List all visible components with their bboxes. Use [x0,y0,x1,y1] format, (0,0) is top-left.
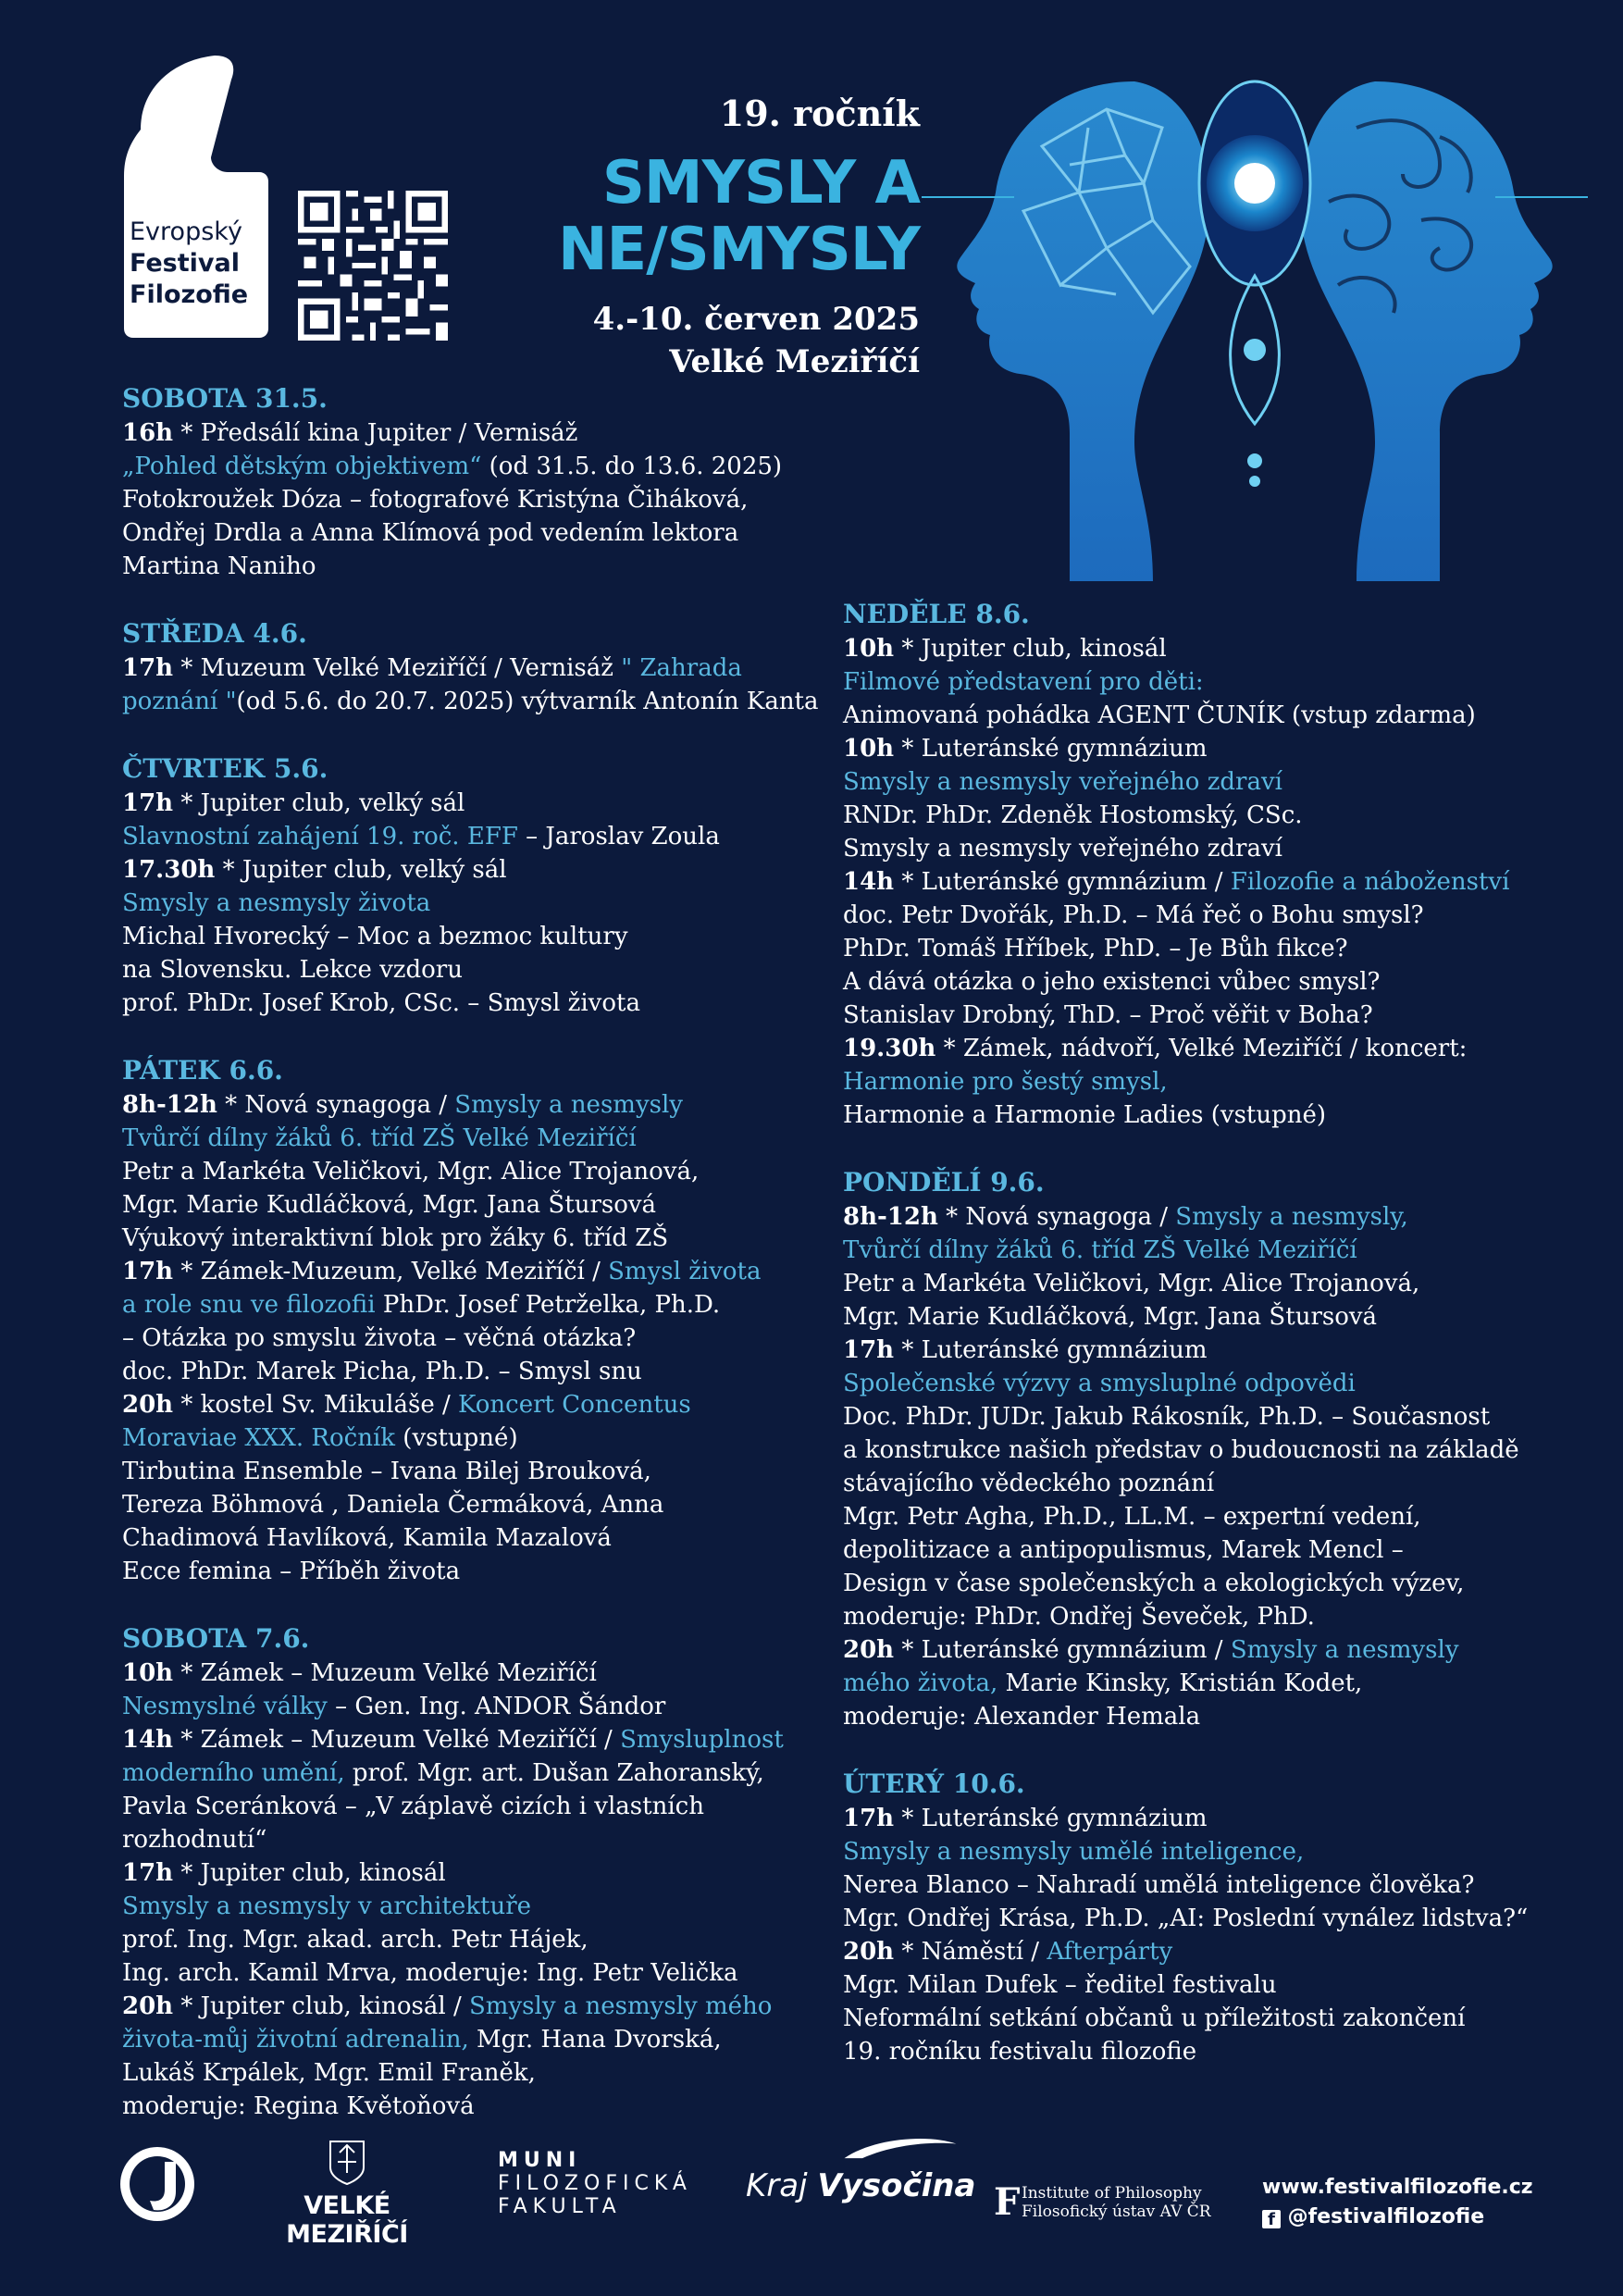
event-text: Mgr. Petr Agha, Ph.D., LL.M. – expertní vedení, [843,1503,1421,1531]
program-line [122,2090,825,2123]
program-line [122,516,825,550]
program-line [843,799,1546,832]
program-line [843,1600,1546,1633]
program-line [843,665,1546,699]
program-line [843,1234,1546,1267]
event-time: 17h [122,789,174,817]
program-line [122,1956,825,1990]
event-text: Michal Hvorecký – Moc a bezmoc kultury [122,923,628,950]
event-time: 8h-12h [843,1203,938,1231]
event-title: a role snu ve filozofii [122,1291,376,1319]
program-line [122,1690,825,1723]
event-text: * Zámek – Muzeum Velké Meziříčí / [173,1726,621,1754]
program-line [843,1902,1546,1935]
program-line [843,1433,1546,1467]
muni-ff-logo[interactable] [498,2149,692,2218]
ic-line-2: Filosofický ústav AV ČR [1022,2203,1211,2221]
event-text: A dává otázka o jeho existenci vůbec smysl? [843,968,1381,996]
program-line [843,1500,1546,1533]
event-text: rozhodnutí“ [122,1826,267,1854]
program-line [843,632,1546,665]
program-line [843,1098,1546,1132]
event-time: 10h [843,635,895,663]
program-line [122,920,825,953]
title-line-1: SMYSLY A [601,149,920,217]
edition-label: 19. ročník [719,93,920,134]
event-text: Tirbutina Ensemble – Ivana Bilej Brouková, [122,1458,651,1485]
program-line [122,1657,825,1690]
event-text: Mgr. Milan Dufek – ředitel festivalu [843,1971,1277,1999]
day-title: ČTVRTEK 5.6. [122,753,328,784]
event-time: 20h [843,1636,895,1664]
event-time: 17h [843,1336,895,1364]
event-text: * Zámek – Muzeum Velké Meziříčí [173,1659,597,1687]
day-block [843,1165,1546,1733]
program-line [122,1488,825,1521]
flu-f-icon: F [994,2180,1021,2224]
program-line [122,1322,825,1355]
title-line-2: NE/SMYSLY [557,216,920,284]
event-title: Smysluplnost [620,1726,784,1754]
event-title: Moraviae XXX. Ročník [122,1424,396,1452]
muni-line-1: MUNI [498,2149,582,2172]
event-title: Smysly a nesmysly života [122,889,431,917]
program-line [122,1421,825,1455]
event-text: * Muzeum Velké Meziříčí / Vernisáž [173,654,613,682]
event-title: života-můj životní adrenalin, [122,2026,469,2054]
event-text: Ondřej Drdla a Anna Klímová pod vedením lektora [122,519,739,547]
dates-text: 4.-10. červen 2025 [592,301,920,338]
program-line [843,899,1546,932]
event-text: Neformální setkání občanů u příležitosti zakončení [843,2004,1466,2032]
program-line [843,1065,1546,1098]
day-block [122,1053,825,1588]
day-title: STŘEDA 4.6. [122,618,307,649]
event-text: Fotokroužek Dóza – fotografové Kristýna Čiháková, [122,486,749,514]
event-text: Mgr. Marie Kudláčková, Mgr. Jana Štursová [122,1191,657,1219]
event-time: 17h [122,1258,174,1285]
program-line [843,1467,1546,1500]
velke-mezirici-name: VELKÉ MEZIŘÍČÍ [286,2191,408,2249]
program-line [122,1890,825,1923]
program-line [122,1823,825,1856]
event-title: „Pohled dětským objektivem“ [122,453,482,480]
event-text: * Luteránské gymnázium [894,735,1208,763]
event-text: – Otázka po smyslu života – věčná otázka? [122,1324,637,1352]
event-text: Harmonie a Harmonie Ladies (vstupné) [843,1101,1327,1129]
event-text: moderuje: Regina Květoňová [122,2092,475,2120]
event-title: Smysly a nesmysly veřejného zdraví [843,768,1282,796]
program-line [122,483,825,516]
day-title: SOBOTA 7.6. [122,1623,310,1654]
event-text: Marie Kinsky, Kristián Kodet, [997,1669,1363,1697]
program-line [843,765,1546,799]
day-block [843,597,1546,1132]
velke-mezirici-logo[interactable] [259,2140,435,2249]
event-title: Tvůrčí dílny žáků 6. tříd ZŠ Velké Meziříčí [843,1236,1357,1264]
web-contacts [1262,2173,1533,2232]
place-text: Velké Meziříčí [669,343,920,380]
program-line [122,987,825,1020]
event-text: * Luteránské gymnázium / [894,868,1231,896]
event-title: mého života, [843,1669,998,1697]
program-line [122,1790,825,1823]
festival-title [558,150,920,283]
program-line [843,699,1546,732]
event-text: – Gen. Ing. ANDOR Šándor [327,1693,666,1720]
program-line [843,999,1546,1032]
event-text: Martina Naniho [122,552,316,580]
day-title: SOBOTA 31.5. [122,383,328,414]
program-line [843,832,1546,865]
brain-faces-illustration [922,72,1588,590]
day-title: PONDĚLÍ 9.6. [843,1167,1045,1198]
program-line [122,787,825,820]
program-line [122,2056,825,2090]
event-text: Pavla Sceránková – „V záplavě cizích i vlastních [122,1793,704,1820]
event-text: Design v čase společenských a ekologických výzev, [843,1570,1465,1597]
program-line [122,820,825,853]
event-title: Smysl života [608,1258,762,1285]
event-text: * Jupiter club, velký sál [215,856,507,884]
event-text: – Jaroslav Zoula [517,823,720,850]
logo-line-3: Filozofie [130,280,249,309]
program-line [843,1835,1546,1868]
event-title: Tvůrčí dílny žáků 6. tříd ZŠ Velké Meziříčí [122,1124,637,1152]
program-line [122,1455,825,1488]
swoosh-icon [838,2134,959,2166]
facebook-handle: @festivalfilozofie [1287,2205,1485,2228]
event-text: moderuje: Alexander Hemala [843,1703,1201,1731]
program-line [843,1935,1546,1968]
event-text: Lukáš Krpálek, Mgr. Emil Franěk, [122,2059,536,2087]
event-title: Filmové představení pro děti: [843,668,1204,696]
event-text: stávajícího vědeckého poznání [843,1470,1215,1497]
event-title: Smysly a nesmysly, [1175,1203,1408,1231]
program-line [843,932,1546,965]
program-line [122,416,825,450]
event-text: Ing. arch. Kamil Mrva, moderuje: Ing. Petr Velička [122,1959,738,1987]
program-line [843,1267,1546,1300]
event-text: Mgr. Ondřej Krása, Ph.D. „AI: Poslední vynález lidstva?“ [843,1905,1529,1932]
program-line [122,1521,825,1555]
event-title: Smysly a nesmysly v architektuře [122,1893,532,1920]
event-text: Petr a Markéta Veličkovi, Mgr. Alice Trojanová, [843,1270,1420,1297]
event-text: prof. Ing. Mgr. akad. arch. Petr Hájek, [122,1926,588,1954]
program-line [843,1334,1546,1367]
event-text: Mgr. Hana Dvorská, [468,2026,722,2054]
event-title: Slavnostní zahájení 19. roč. EFF [122,823,518,850]
event-title: Nesmyslné války [122,1693,328,1720]
event-text: a konstrukce našich představ o budoucnosti na základě [843,1436,1519,1464]
event-time: 14h [122,1726,174,1754]
event-text: Stanislav Drobný, ThD. – Proč věřit v Boha? [843,1001,1373,1029]
program-line [122,1122,825,1155]
day-title: ÚTERÝ 10.6. [843,1769,1025,1799]
muni-line-3: FAKULTA [498,2195,622,2218]
event-text: * Zámek, nádvoří, Velké Meziříčí / koncert: [935,1035,1468,1062]
day-block [122,751,825,1020]
facebook-icon: f [1262,2210,1281,2228]
program-line [843,1868,1546,1902]
event-text: * Nová synagoga / [217,1091,455,1119]
event-time: 20h [122,1391,174,1419]
event-text: Doc. PhDr. JUDr. Jakub Rákosník, Ph.D. – Současnost [843,1403,1491,1431]
event-time: 17.30h [122,856,216,884]
event-time: 19.30h [843,1035,936,1062]
muni-line-2: FILOZOFICKÁ [498,2172,692,2195]
program-line [843,1633,1546,1667]
program-line [122,887,825,920]
event-title: poznání " [122,688,237,715]
program-line [843,2035,1546,2068]
event-title: Smysly a nesmysly [454,1091,683,1119]
program-line [122,1723,825,1756]
event-time: 20h [843,1938,895,1966]
kraj-vysocina-logo[interactable] [746,2167,975,2204]
qr-code[interactable] [298,191,448,341]
program-line [843,1533,1546,1567]
day-block [122,1621,825,2123]
day-block [122,381,825,583]
program-line [122,1923,825,1956]
program-line [843,1802,1546,1835]
program-line [122,1355,825,1388]
event-text: Animovaná pohádka AGENT ČUNÍK (vstup zdarma) [843,701,1476,729]
event-time: 10h [843,735,895,763]
program-line [843,1700,1546,1733]
event-text: moderuje: PhDr. Ondřej Ševeček, PhD. [843,1603,1315,1631]
event-text: prof. PhDr. Josef Krob, CSc. – Smysl života [122,989,640,1017]
program-line [122,550,825,583]
event-title: Koncert Concentus [458,1391,691,1419]
program-line [843,1367,1546,1400]
event-title: " Zahrada [613,654,742,682]
program-line [843,965,1546,999]
institute-philosophy-logo[interactable] [994,2180,1211,2224]
event-text: * Luteránské gymnázium [894,1805,1208,1832]
day-title: NEDĚLE 8.6. [843,599,1030,629]
town-crest-icon [328,2140,365,2186]
event-time: 10h [122,1659,174,1687]
day-block [843,1767,1546,2068]
program-line [122,450,825,483]
event-text: Smysly a nesmysly veřejného zdraví [843,835,1282,863]
event-time: 17h [122,654,174,682]
program-line [843,1968,1546,2002]
program-line [122,1088,825,1122]
event-title: Společenské výzvy a smysluplné odpovědi [843,1370,1356,1397]
event-text: * Luteránské gymnázium [894,1336,1208,1364]
program-line [122,1856,825,1890]
program-line [122,953,825,987]
event-text: Nerea Blanco – Nahradí umělá inteligence člověka? [843,1871,1475,1899]
program-line [843,1300,1546,1334]
event-text: Chadimová Havlíková, Kamila Mazalová [122,1524,612,1552]
program-left-column [122,381,825,2156]
program-line [122,2023,825,2056]
event-time: 16h [122,419,174,447]
logo-line-1: Evropský [130,217,242,246]
program-line [122,1555,825,1588]
program-line [843,1400,1546,1433]
program-line [843,1032,1546,1065]
event-text: * Jupiter club, velký sál [173,789,465,817]
program-line [122,853,825,887]
event-time: 17h [122,1859,174,1887]
footer-logos [0,2128,1623,2249]
event-time: 20h [122,1992,174,2020]
vysocina-text: Vysočina [817,2167,976,2204]
program-line [843,2002,1546,2035]
event-text: PhDr. Tomáš Hříbek, PhD. – Je Bůh fikce? [843,935,1348,962]
event-text: Ecce femina – Příběh života [122,1558,461,1585]
event-text: (od 31.5. do 13.6. 2025) [481,453,783,480]
event-time: 14h [843,868,895,896]
event-text: (vstupné) [395,1424,518,1452]
event-text: na Slovensku. Lekce vzdoru [122,956,463,984]
event-title: Smysly a nesmysly mého [469,1992,773,2020]
event-text: RNDr. PhDr. Zdeněk Hostomský, CSc. [843,801,1303,829]
event-text: 19. ročníku festivalu filozofie [843,2038,1197,2066]
event-text: * Nová synagoga / [937,1203,1176,1231]
website-link[interactable]: www.festivalfilozofie.cz [1262,2176,1533,2199]
event-title: Filozofie a náboženství [1230,868,1510,896]
program-line [122,1388,825,1421]
program-line [122,652,825,685]
festival-logo-text [130,217,268,311]
ic-line-1: Institute of Philosophy [1022,2184,1202,2203]
event-text: Tereza Böhmová , Daniela Čermáková, Anna [122,1491,664,1519]
kraj-text: Kraj [746,2167,818,2204]
program-line [122,1155,825,1188]
event-text: PhDr. Josef Petrželka, Ph.D. [375,1291,721,1319]
event-text: * Luteránské gymnázium / [894,1636,1231,1664]
event-text: * Jupiter club, kinosál [173,1859,446,1887]
program-line [122,1756,825,1790]
event-text: doc. PhDr. Marek Picha, Ph.D. – Smysl snu [122,1358,642,1385]
program-line [843,1667,1546,1700]
event-text: * Jupiter club, kinosál [894,635,1167,663]
event-time: 8h-12h [122,1091,217,1119]
event-text: * Náměstí / [894,1938,1047,1966]
day-block [122,616,825,718]
program-line [843,732,1546,765]
program-line [122,1188,825,1222]
program-line [843,1567,1546,1600]
program-line [122,1255,825,1288]
event-time: 17h [843,1805,895,1832]
event-title: moderního umění, [122,1759,345,1787]
festival-dates [593,298,920,383]
program-line [843,865,1546,899]
facebook-link[interactable] [1262,2203,1533,2232]
event-text: doc. Petr Dvořák, Ph.D. – Má řeč o Bohu smysl? [843,901,1424,929]
event-text: * Jupiter club, kinosál / [173,1992,469,2020]
event-text: Výukový interaktivní blok pro žáky 6. tříd ZŠ [122,1224,669,1252]
event-title: Afterpárty [1047,1938,1173,1966]
program-right-column [843,597,1546,2102]
program-line [122,1222,825,1255]
event-text: * Předsálí kina Jupiter / Vernisáž [173,419,578,447]
program-line [122,1990,825,2023]
event-text: prof. Mgr. art. Dušan Zahoranský, [344,1759,764,1787]
program-line [122,685,825,718]
day-title: PÁTEK 6.6. [122,1055,283,1086]
event-title: Harmonie pro šestý smysl, [843,1068,1168,1096]
jupiter-club-logo[interactable] [118,2145,196,2223]
event-text: * Zámek-Muzeum, Velké Meziříčí / [173,1258,609,1285]
event-text: (od 5.6. do 20.7. 2025) výtvarník Antonín Kanta [236,688,819,715]
event-title: Smysly a nesmysly umělé inteligence, [843,1838,1305,1866]
event-text: depolitizace a antipopulismus, Marek Mencl – [843,1536,1404,1564]
program-line [843,1200,1546,1234]
event-text: Mgr. Marie Kudláčková, Mgr. Jana Štursová [843,1303,1378,1331]
logo-line-2: Festival [130,249,240,278]
event-text: * kostel Sv. Mikuláše / [173,1391,459,1419]
program-line [122,1288,825,1322]
event-text: Petr a Markéta Veličkovi, Mgr. Alice Trojanová, [122,1158,700,1185]
event-title: Smysly a nesmysly [1230,1636,1459,1664]
